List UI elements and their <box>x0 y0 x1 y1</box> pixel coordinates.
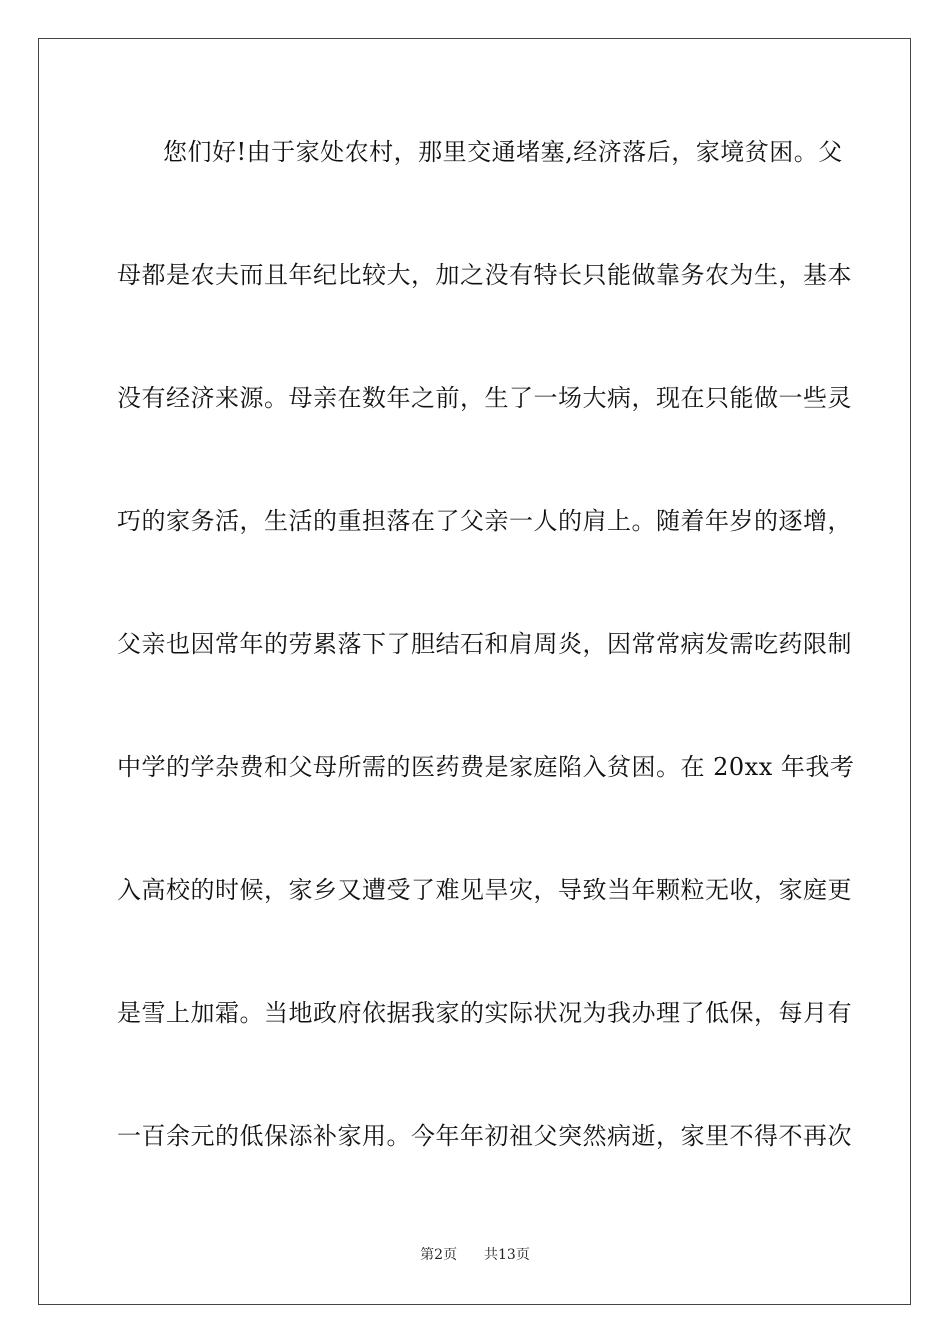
page-footer <box>0 1246 950 1264</box>
body-line: 巧的家务活，生活的重担落在了父亲一人的肩上。随着年岁的逐增， <box>117 507 852 535</box>
body-line: 是雪上加霜。当地政府依据我家的实际状况为我办理了低保，每月有 <box>117 999 852 1027</box>
body-line: 父亲也因常年的劳累落下了胆结石和肩周炎，因常常病发需吃药限制 <box>117 630 852 658</box>
body-line: 一百余元的低保添补家用。今年年初祖父突然病逝，家里不得不再次 <box>117 1122 852 1150</box>
body-line: 没有经济来源。母亲在数年之前，生了一场大病，现在只能做一些灵 <box>117 384 852 412</box>
page-total: 共13页 <box>484 1247 530 1263</box>
body-line: 入高校的时候，家乡又遭受了难见旱灾，导致当年颗粒无收，家庭更 <box>117 876 852 904</box>
body-line: 您们好!由于家处农村，那里交通堵塞,经济落后，家境贫困。父 <box>163 138 843 166</box>
page-frame <box>38 38 911 1305</box>
body-line: 母都是农夫而且年纪比较大，加之没有特长只能做靠务农为生，基本 <box>117 261 852 289</box>
page-number: 第2页 <box>420 1247 458 1263</box>
body-line: 中学的学杂费和父母所需的医药费是家庭陷入贫困。在 20xx 年我考 <box>117 753 855 781</box>
